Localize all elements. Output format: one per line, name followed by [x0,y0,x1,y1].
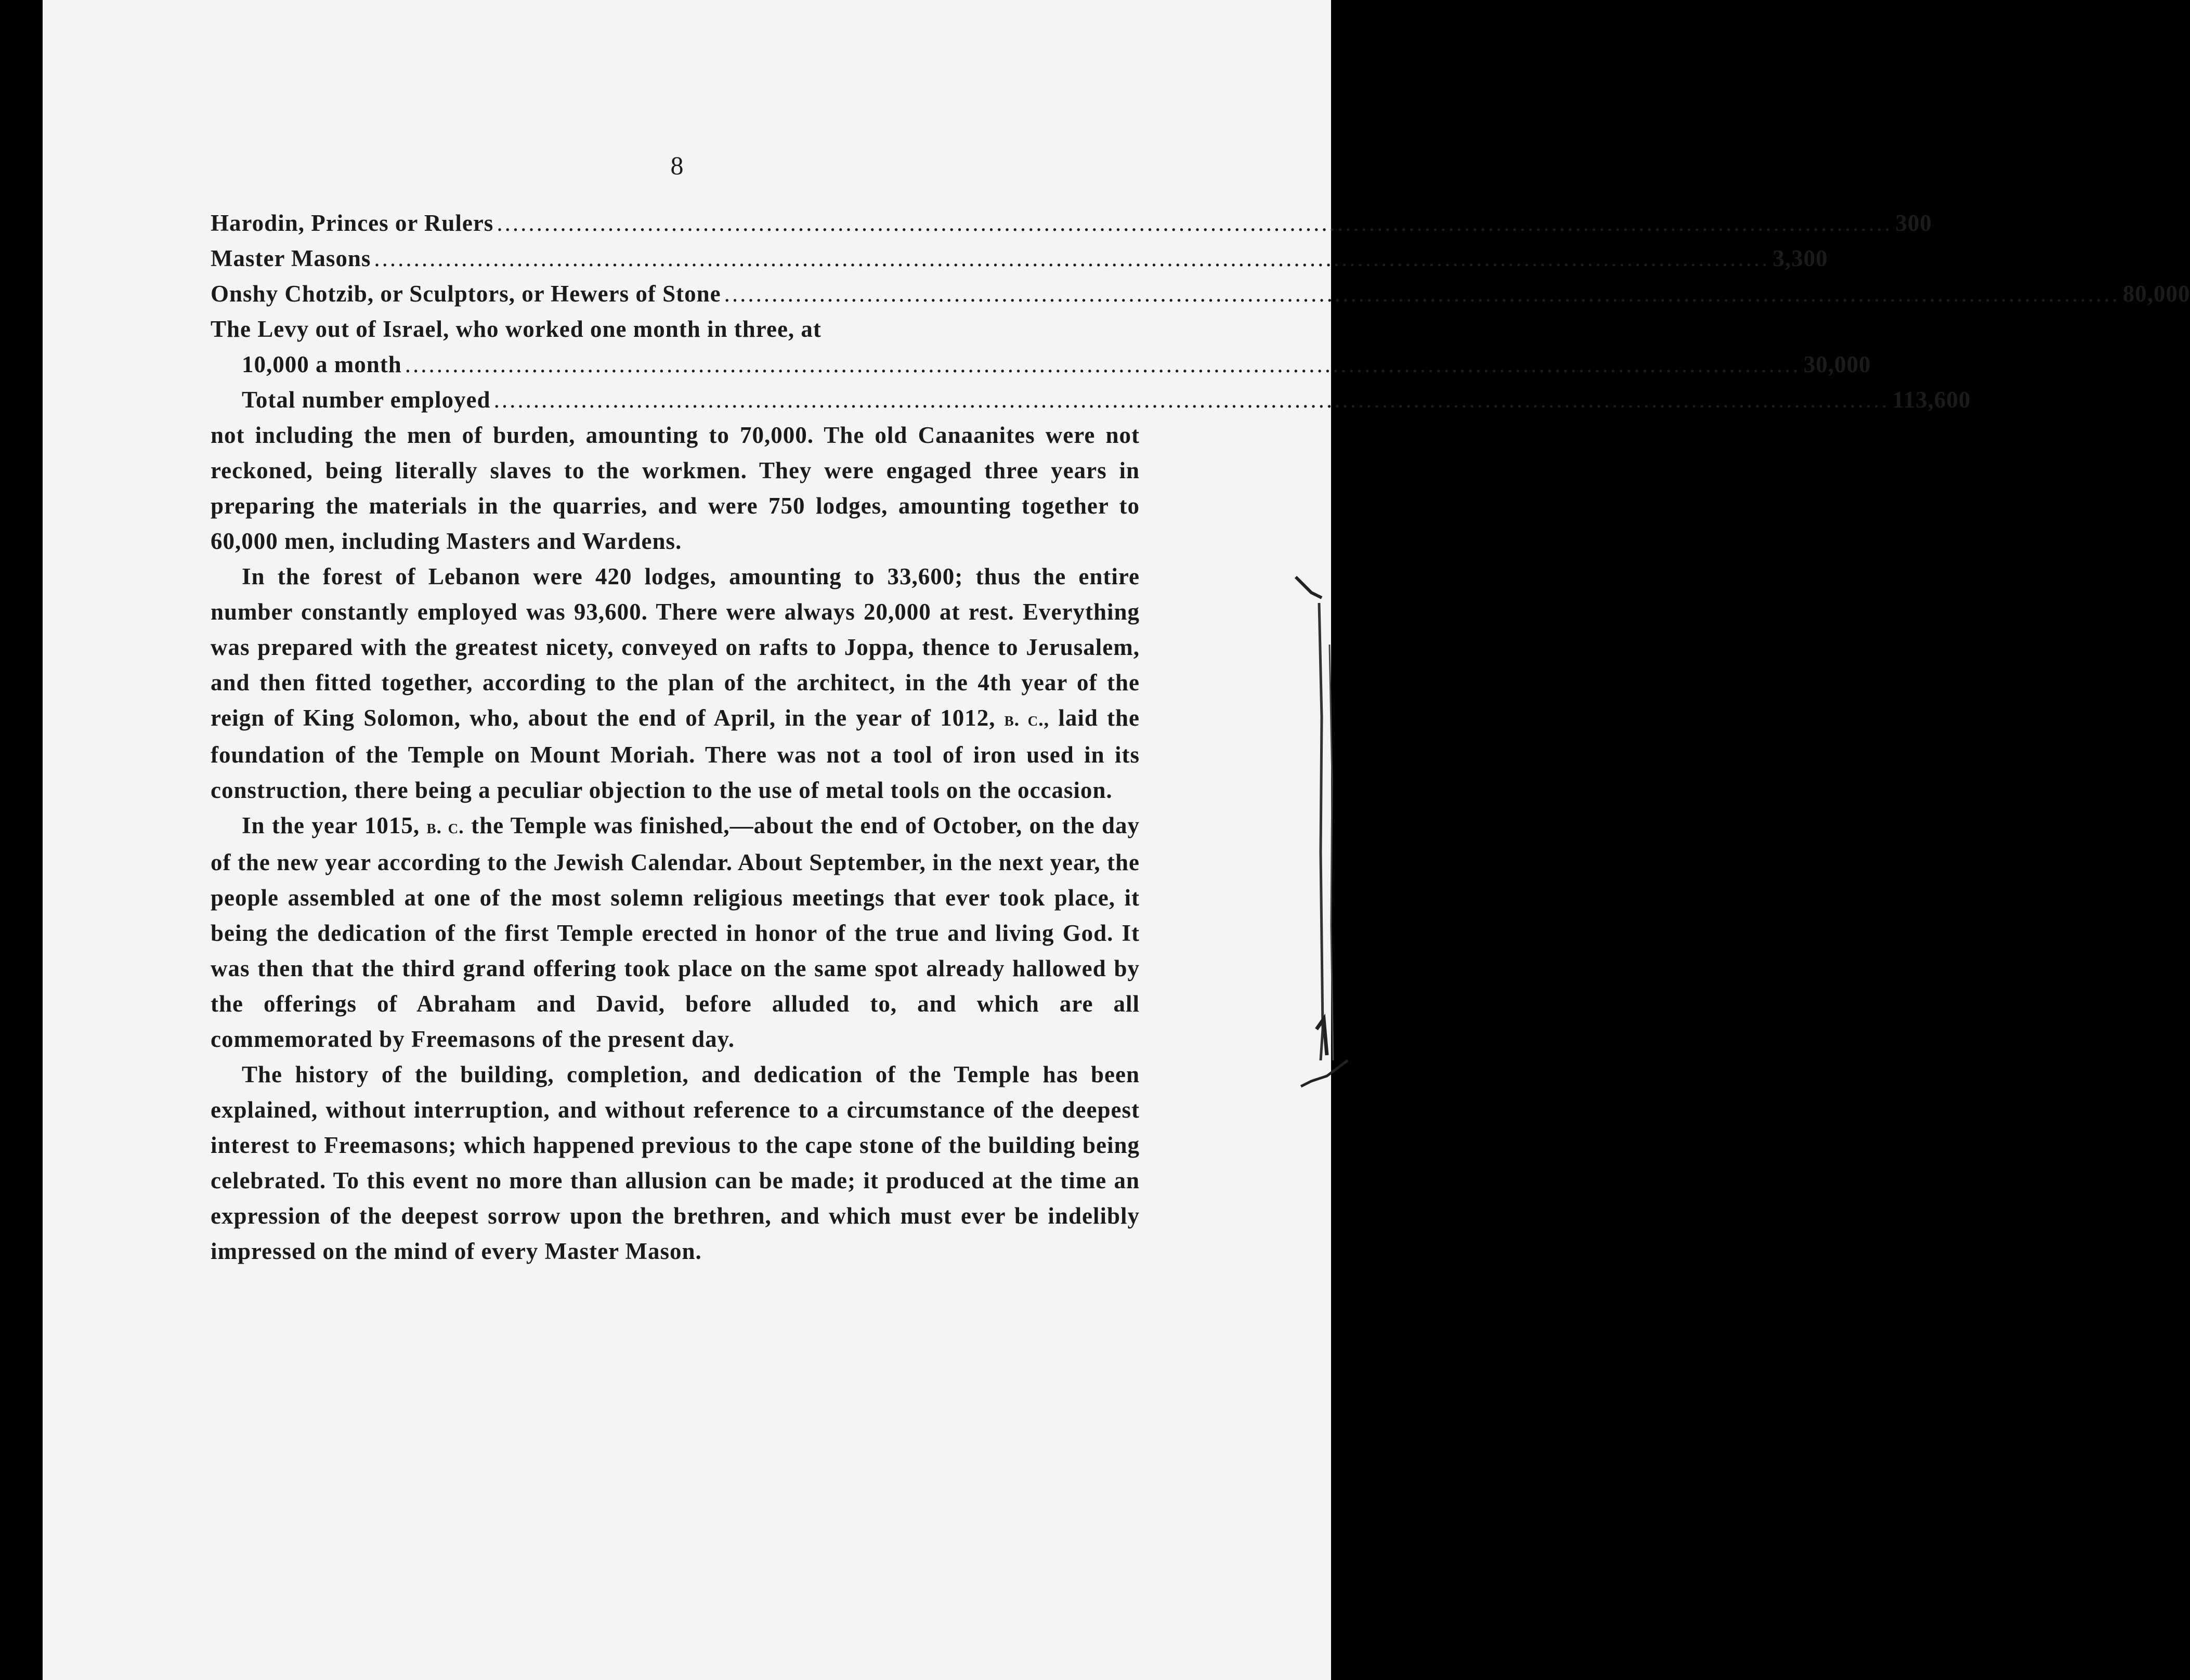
page-number: 8 [670,151,684,180]
row-value: 300 [1895,210,1932,236]
paragraph-3-part-b: the Temple was finished,—about the end of October, on the day of the new year according to the Jewish Calendar. About September, in the next year, the people assembled at one of the most solemn religious meetings that ever took place, it being the dedication of the first Temple erected in honor of the true and living God. It was then that the third grand offering took place on the same spot already hallowed by the offerings of Abraham and David, before alluded to, and which are all commemorated by Freemasons of the present day. [211,812,1140,1052]
paragraph-3 [211,808,1140,1057]
table-row-levy [211,347,1871,382]
table-row-total [211,382,1971,417]
binding-thread-mark [1290,561,1353,1102]
row-label: 10,000 a month [242,351,402,377]
paragraph-3-era: b. c. [426,816,464,838]
row-label: Total number employed [242,387,491,413]
row-value: 80,000 [2122,281,2190,307]
page-text [211,205,2190,1269]
paragraph-2 [211,559,1140,808]
row-label: Harodin, Princes or Rulers [211,210,494,236]
dot-leader: ................................................................................................................................................................................ [724,281,2120,307]
dot-leader: ................................................................................................................................................................................ [497,210,1893,236]
row-value: 30,000 [1803,351,1871,377]
row-label: Master Masons [211,245,371,271]
dot-leader: ................................................................................................................................................................................ [374,245,1770,271]
table-row-harodin [211,205,1932,241]
row-label: Onshy Chotzib, or Sculptors, or Hewers of Stone [211,281,721,307]
dot-leader: ................................................................................................................................................................................ [493,387,1889,413]
paragraph-1: not including the men of burden, amounting to 70,000. The old Canaanites were not reckoned, being literally slaves to the workmen. They were engaged three years in preparing the materials in the quarries, and were 750 lodges, amounting together to 60,000 men, including Masters and Wardens. [211,422,1140,554]
row-value: 113,600 [1892,387,1971,413]
levy-line: The Levy out of Israel, who worked one month in three, at [211,316,822,342]
table-row-hewers [211,276,2190,311]
paragraph-4: The history of the building, completion, and dedication of the Temple has been explained, without interruption, and without reference to a circumstance of the deepest interest to Freemasons; which happened previous to the cape stone of the building being celebrated. To this event no more than allusion can be made; it produced at the time an expression of the deepest sorrow upon the brethren, and which must ever be indelibly impressed on the mind of every Master Mason. [211,1061,1140,1264]
paragraph-2-era: b. c., [1004,708,1050,730]
table-row-master-masons [211,241,1828,276]
paragraph-3-part-a: In the year 1015, [242,812,420,838]
dot-leader: ................................................................................................................................................................................ [405,351,1801,377]
row-value: 3,300 [1772,245,1828,271]
paragraph-2-part-a: In the forest of Lebanon were 420 lodges, amounting to 33,600; thus the entire number constantly employed was 93,600. There were always 20,000 at rest. Everything was prepared with the greatest nicety, conveyed on rafts to Joppa, thence to Jerusalem, and then fitted together, according to the plan of the architect, in the 4th year of the reign of King Solomon, who, about the end of April, in the year of 1012, [211,563,1140,731]
paragraph-2-part-b: laid the foundation of the Temple on Mount Moriah. There was not a tool of iron used in its construction, there being a peculiar objection to the use of metal tools on the occasion. [211,705,1140,803]
